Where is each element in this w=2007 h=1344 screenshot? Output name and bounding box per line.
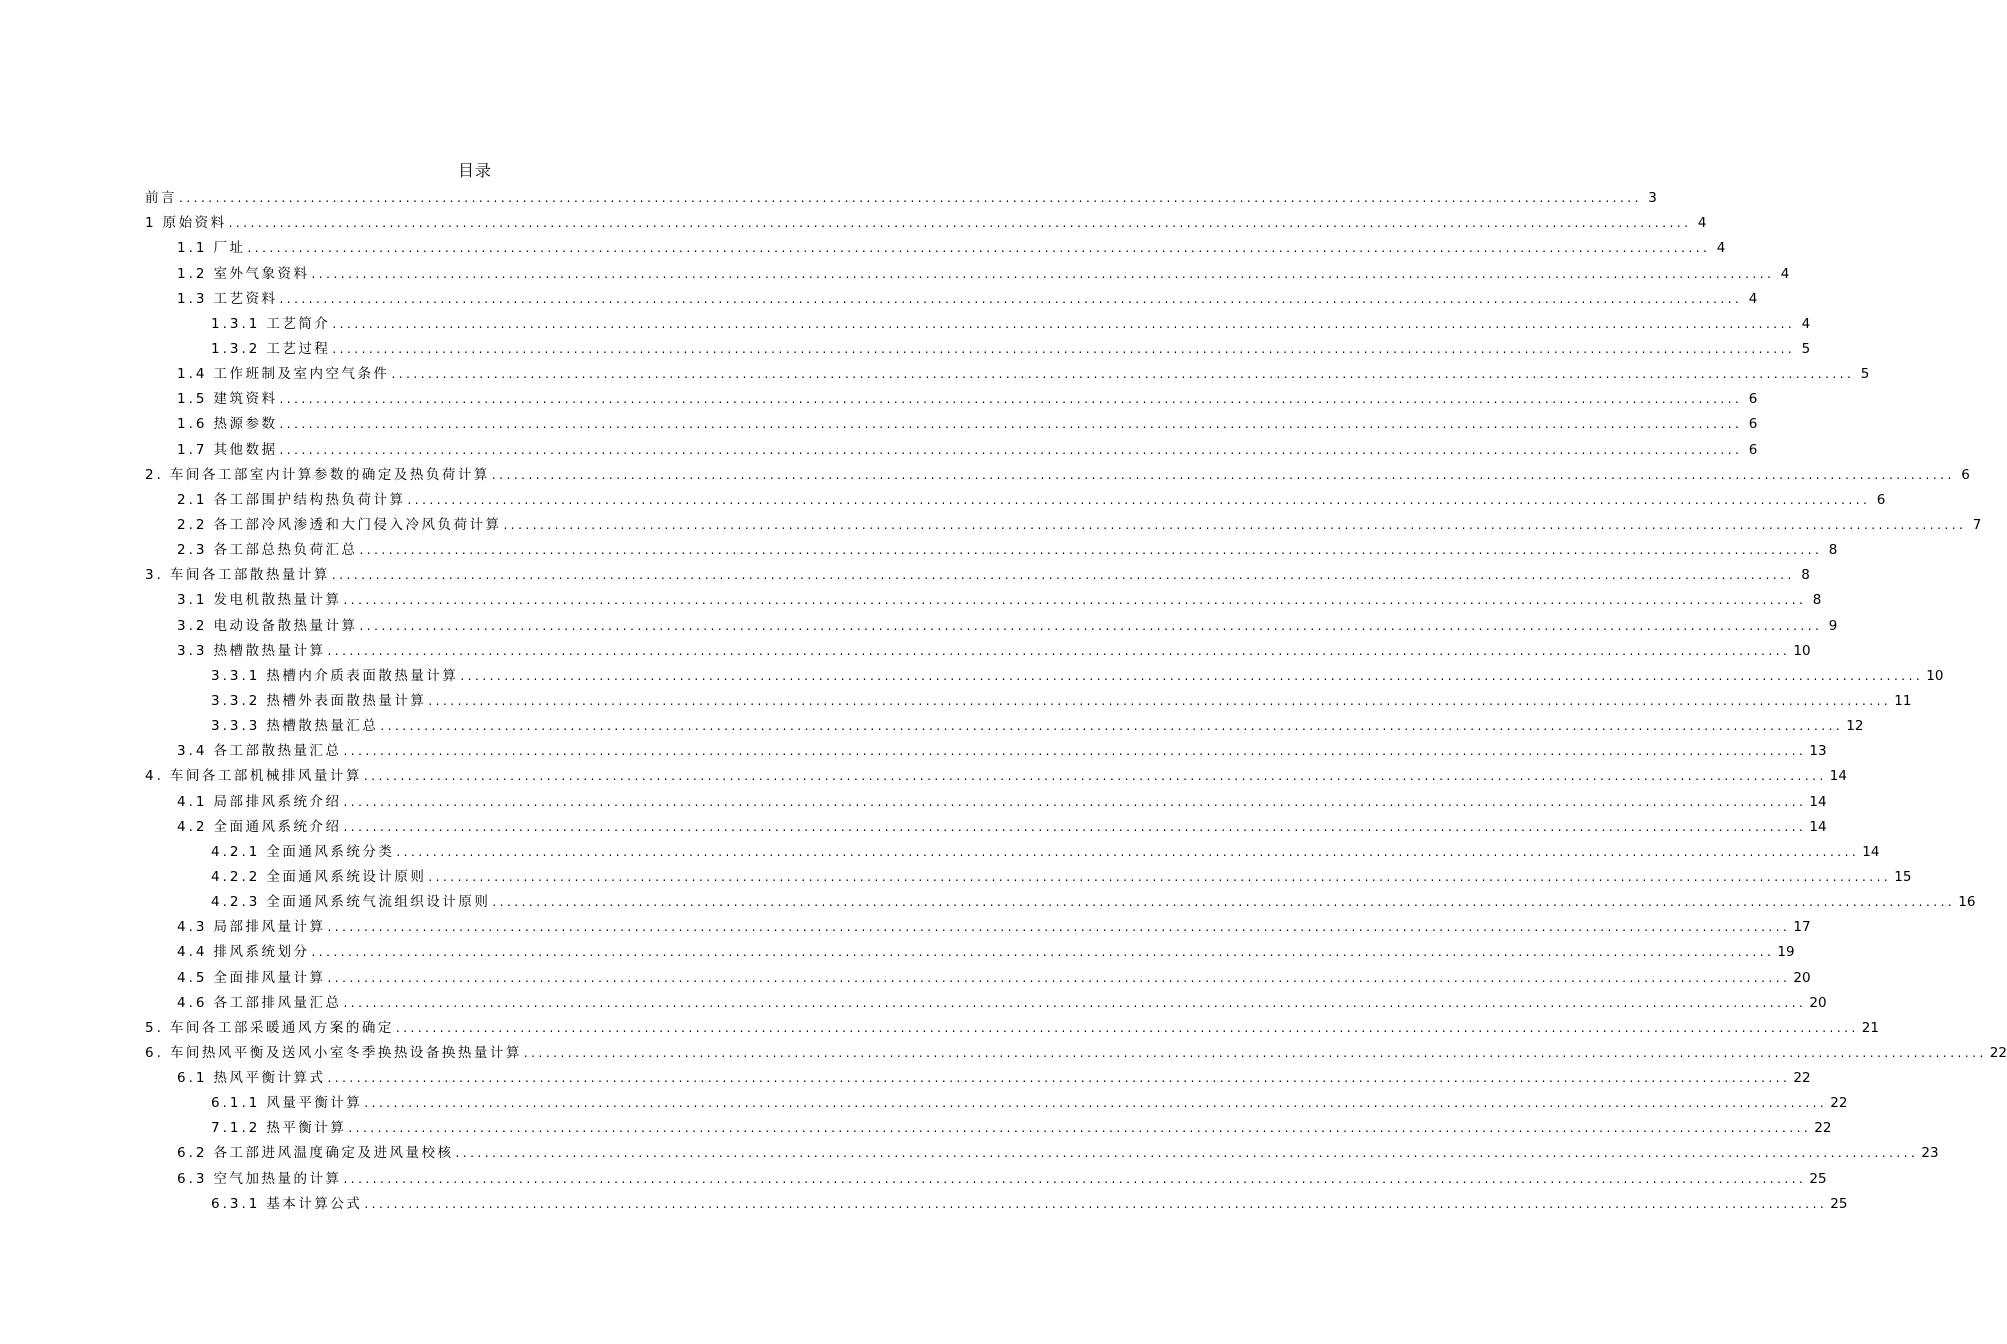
toc-dot-leader: ........................................................................................................................................................................................................ bbox=[247, 241, 1711, 256]
toc-entry[interactable] bbox=[145, 710, 1864, 735]
toc-dot-leader: ........................................................................................................................................................................................................ bbox=[391, 367, 1855, 382]
toc-page-number: 8 bbox=[1828, 542, 1838, 559]
toc-dot-leader: ........................................................................................................................................................................................................ bbox=[364, 1096, 1828, 1111]
toc-dot-leader: ........................................................................................................................................................................................................ bbox=[279, 442, 1743, 457]
toc-entry-number: 3.3.3 bbox=[211, 718, 261, 735]
toc-entry-text: 全面通风系统气流组织设计原则 bbox=[266, 894, 491, 911]
toc-page-number: 6 bbox=[1748, 416, 1758, 433]
toc-entry-number: 4.6 bbox=[177, 994, 208, 1011]
toc-entry-number: 2.1 bbox=[177, 491, 208, 508]
toc-dot-leader: ........................................................................................................................................................................................................ bbox=[491, 467, 1955, 482]
toc-title: 目录 bbox=[457, 161, 492, 180]
toc-entry-text: 局部排风系统介绍 bbox=[213, 793, 342, 810]
toc-page-number: 5 bbox=[1860, 366, 1870, 383]
toc-entry-text: 热槽散热量计算 bbox=[213, 642, 326, 659]
toc-entry-number: 1.7 bbox=[177, 441, 208, 458]
toc-entry[interactable] bbox=[145, 609, 1838, 634]
toc-dot-leader: ........................................................................................................................................................................................................ bbox=[332, 316, 1796, 331]
toc-dot-leader: ........................................................................................................................................................................................................ bbox=[343, 819, 1807, 834]
toc-entry-text: 厂址 bbox=[213, 240, 246, 257]
toc-entry[interactable] bbox=[145, 987, 1827, 1012]
toc-page-number: 14 bbox=[1862, 843, 1880, 860]
toc-entry[interactable] bbox=[145, 735, 1827, 760]
toc-dot-leader: ........................................................................................................................................................................................................ bbox=[407, 492, 1871, 507]
toc-dot-leader: ........................................................................................................................................................................................................ bbox=[311, 266, 1775, 281]
toc-entry-text: 工艺资料 bbox=[213, 290, 278, 307]
toc-page-number: 14 bbox=[1809, 818, 1827, 835]
toc-entry[interactable] bbox=[145, 1137, 1939, 1162]
toc-entry-number: 1 bbox=[145, 215, 157, 232]
toc-entry-number: 6. bbox=[145, 1044, 164, 1061]
toc-entry[interactable] bbox=[145, 836, 1880, 861]
toc-dot-leader: ........................................................................................................................................................................................................ bbox=[332, 341, 1796, 356]
toc-dot-leader: ........................................................................................................................................................................................................ bbox=[343, 794, 1807, 809]
toc-entry-text: 全面通风系统介绍 bbox=[213, 818, 342, 835]
toc-page-number: 3 bbox=[1648, 190, 1657, 207]
toc-entry-number: 2. bbox=[145, 466, 164, 483]
toc-entry[interactable] bbox=[145, 660, 1944, 685]
toc-entry-number: 4.4 bbox=[177, 944, 208, 961]
toc-dot-leader: ........................................................................................................................................................................................................ bbox=[331, 568, 1795, 583]
toc-entry-number: 1.6 bbox=[177, 416, 208, 433]
toc-entry-number: 4.5 bbox=[177, 969, 208, 986]
toc-entry-text: 局部排风量计算 bbox=[213, 919, 326, 936]
toc-entry-text: 热槽外表面散热量计算 bbox=[266, 692, 427, 709]
toc-entry-text: 前言 bbox=[145, 190, 177, 207]
toc-page-number: 23 bbox=[1921, 1145, 1939, 1162]
toc-entry-text: 各工部冷风渗透和大门侵入冷风负荷计算 bbox=[213, 516, 502, 533]
toc-entry-text: 热槽内介质表面散热量计算 bbox=[266, 667, 459, 684]
toc-entry[interactable] bbox=[145, 484, 1886, 509]
toc-page-number: 10 bbox=[1793, 642, 1811, 659]
toc-dot-leader: ........................................................................................................................................................................................................ bbox=[348, 1121, 1812, 1136]
toc-entry[interactable] bbox=[145, 1112, 1832, 1137]
toc-entry-text: 热平衡计算 bbox=[266, 1120, 347, 1137]
toc-entry[interactable] bbox=[145, 207, 1707, 232]
toc-page-number: 21 bbox=[1861, 1019, 1879, 1036]
toc-entry-text: 各工部进风温度确定及进风量校核 bbox=[213, 1145, 454, 1162]
toc-page-number: 7 bbox=[1972, 516, 1982, 533]
toc-entry-number: 3. bbox=[145, 567, 164, 584]
toc-dot-leader: ........................................................................................................................................................................................................ bbox=[359, 543, 1823, 558]
toc-entry-text: 发电机散热量计算 bbox=[213, 592, 342, 609]
toc-entry-text: 各工部散热量汇总 bbox=[213, 743, 342, 760]
toc-page-number: 19 bbox=[1777, 944, 1795, 961]
toc-entry-text: 车间各工部采暖通风方案的确定 bbox=[169, 1019, 394, 1036]
toc-dot-leader: ........................................................................................................................................................................................................ bbox=[455, 1146, 1919, 1161]
toc-dot-leader: ........................................................................................................................................................................................................ bbox=[460, 668, 1924, 683]
toc-page-number: 17 bbox=[1793, 919, 1811, 936]
toc-dot-leader: ........................................................................................................................................................................................................ bbox=[359, 618, 1823, 633]
toc-entry-text: 各工部围护结构热负荷计算 bbox=[213, 491, 406, 508]
toc-entry-number: 6.1.1 bbox=[211, 1095, 261, 1112]
toc-entry-number: 4.1 bbox=[177, 793, 208, 810]
toc-dot-leader: ........................................................................................................................................................................................................ bbox=[343, 593, 1807, 608]
toc-page-number: 4 bbox=[1780, 265, 1790, 282]
toc-entry-text: 车间各工部机械排风量计算 bbox=[169, 768, 362, 785]
toc-entry-number: 1.3.1 bbox=[211, 315, 261, 332]
toc-entry-text: 全面通风系统设计原则 bbox=[266, 868, 427, 885]
toc-entry-text: 各工部排风量汇总 bbox=[213, 994, 342, 1011]
toc-entry-text: 其他数据 bbox=[213, 441, 278, 458]
toc-entry-text: 室外气象资料 bbox=[213, 265, 310, 282]
toc-entry-number: 3.4 bbox=[177, 743, 208, 760]
toc-entry-number: 7.1.2 bbox=[211, 1120, 261, 1137]
toc-entry[interactable] bbox=[145, 1162, 1827, 1187]
toc-entry-number: 4.2.1 bbox=[211, 843, 261, 860]
toc-page-number: 8 bbox=[1801, 567, 1810, 584]
toc-entry[interactable] bbox=[145, 408, 1758, 433]
toc-entry-text: 原始资料 bbox=[162, 215, 227, 232]
toc-entry-number: 4. bbox=[145, 768, 164, 785]
toc-dot-leader: ........................................................................................................................................................................................................ bbox=[343, 744, 1807, 759]
toc-page-number: 5 bbox=[1801, 340, 1811, 357]
toc-page-number: 6 bbox=[1748, 441, 1758, 458]
toc-entry-text: 风量平衡计算 bbox=[266, 1095, 363, 1112]
toc-entry[interactable] bbox=[145, 333, 1811, 358]
toc-entry-number: 3.3.2 bbox=[211, 692, 261, 709]
toc-entry[interactable] bbox=[145, 811, 1827, 836]
toc-entry[interactable] bbox=[145, 1087, 1848, 1112]
toc-page-number: 22 bbox=[1830, 1095, 1848, 1112]
toc-entry[interactable] bbox=[145, 785, 1827, 810]
toc-entry-text: 基本计算公式 bbox=[266, 1195, 363, 1212]
toc-dot-leader: ........................................................................................................................................................................................................ bbox=[523, 1045, 1987, 1060]
toc-entry[interactable] bbox=[145, 1188, 1848, 1213]
toc-entry[interactable] bbox=[145, 534, 1838, 559]
toc-entry[interactable] bbox=[145, 358, 1870, 383]
toc-entry-number: 1.1 bbox=[177, 240, 208, 257]
toc-page-number: 25 bbox=[1809, 1170, 1827, 1187]
table-of-contents bbox=[145, 182, 2007, 1213]
toc-entry[interactable] bbox=[145, 760, 1847, 785]
toc-entry-text: 全面排风量计算 bbox=[213, 969, 326, 986]
toc-dot-leader: ........................................................................................................................................................................................................ bbox=[363, 769, 1827, 784]
toc-entry-number: 4.2 bbox=[177, 818, 208, 835]
toc-dot-leader: ........................................................................................................................................................................................................ bbox=[428, 693, 1892, 708]
toc-dot-leader: ........................................................................................................................................................................................................ bbox=[492, 895, 1956, 910]
toc-dot-leader: ........................................................................................................................................................................................................ bbox=[327, 920, 1791, 935]
toc-entry-number: 1.3.2 bbox=[211, 340, 261, 357]
toc-entry[interactable] bbox=[145, 936, 1795, 961]
toc-page-number: 6 bbox=[1748, 391, 1758, 408]
toc-entry-number: 6.3.1 bbox=[211, 1195, 261, 1212]
toc-dot-leader: ........................................................................................................................................................................................................ bbox=[279, 417, 1743, 432]
toc-dot-leader: ........................................................................................................................................................................................................ bbox=[228, 216, 1692, 231]
toc-entry-text: 全面通风系统分类 bbox=[266, 843, 395, 860]
toc-dot-leader: ........................................................................................................................................................................................................ bbox=[343, 1171, 1807, 1186]
toc-page-number: 20 bbox=[1809, 994, 1827, 1011]
toc-entry[interactable] bbox=[145, 1012, 1879, 1037]
toc-entry-text: 工作班制及室内空气条件 bbox=[213, 366, 390, 383]
toc-entry-number: 6.3 bbox=[177, 1170, 208, 1187]
toc-page-number: 4 bbox=[1801, 315, 1811, 332]
toc-dot-leader: ........................................................................................................................................................................................................ bbox=[327, 970, 1791, 985]
toc-entry-text: 车间各工部散热量计算 bbox=[169, 567, 330, 584]
toc-entry-text: 车间热风平衡及送风小室冬季换热设备换热量计算 bbox=[169, 1044, 522, 1061]
toc-entry[interactable] bbox=[145, 1037, 2007, 1062]
toc-page-number: 14 bbox=[1829, 768, 1847, 785]
toc-entry[interactable] bbox=[145, 911, 1811, 936]
toc-entry-text: 各工部总热负荷汇总 bbox=[213, 542, 358, 559]
toc-page-number: 22 bbox=[1989, 1044, 2007, 1061]
toc-entry[interactable] bbox=[145, 308, 1811, 333]
toc-entry-number: 2.2 bbox=[177, 516, 208, 533]
toc-page-number: 6 bbox=[1961, 466, 1970, 483]
toc-page-number: 10 bbox=[1926, 667, 1944, 684]
toc-page-number: 9 bbox=[1828, 617, 1838, 634]
toc-entry-text: 排风系统划分 bbox=[213, 944, 310, 961]
toc-entry-text: 工艺过程 bbox=[266, 340, 331, 357]
toc-page-number: 16 bbox=[1958, 894, 1976, 911]
toc-dot-leader: ........................................................................................................................................................................................................ bbox=[428, 869, 1892, 884]
toc-page-number: 4 bbox=[1748, 290, 1758, 307]
toc-entry-number: 6.1 bbox=[177, 1070, 208, 1087]
toc-entry-number: 4.3 bbox=[177, 919, 208, 936]
toc-page-number: 4 bbox=[1716, 240, 1726, 257]
toc-entry-text: 热源参数 bbox=[213, 416, 278, 433]
toc-dot-leader: ........................................................................................................................................................................................................ bbox=[503, 517, 1967, 532]
toc-page-number: 8 bbox=[1812, 592, 1822, 609]
toc-dot-leader: ........................................................................................................................................................................................................ bbox=[179, 191, 1642, 206]
toc-dot-leader: ........................................................................................................................................................................................................ bbox=[395, 1020, 1859, 1035]
toc-page-number: 20 bbox=[1793, 969, 1811, 986]
toc-entry-number: 2.3 bbox=[177, 542, 208, 559]
toc-entry-number: 3.2 bbox=[177, 617, 208, 634]
toc-entry[interactable] bbox=[145, 433, 1758, 458]
toc-entry[interactable] bbox=[145, 383, 1758, 408]
toc-entry[interactable] bbox=[145, 509, 1982, 534]
toc-entry-number: 1.2 bbox=[177, 265, 208, 282]
toc-dot-leader: ........................................................................................................................................................................................................ bbox=[279, 291, 1743, 306]
toc-entry-number: 3.1 bbox=[177, 592, 208, 609]
toc-page-number: 11 bbox=[1894, 692, 1912, 709]
toc-entry-text: 热风平衡计算式 bbox=[213, 1070, 326, 1087]
toc-page-number: 15 bbox=[1894, 868, 1912, 885]
toc-page-number: 22 bbox=[1793, 1070, 1811, 1087]
toc-dot-leader: ........................................................................................................................................................................................................ bbox=[380, 719, 1844, 734]
toc-page-number: 13 bbox=[1809, 743, 1827, 760]
toc-entry-number: 3.3 bbox=[177, 642, 208, 659]
toc-dot-leader: ........................................................................................................................................................................................................ bbox=[396, 844, 1860, 859]
toc-dot-leader: ........................................................................................................................................................................................................ bbox=[327, 1071, 1791, 1086]
toc-entry-text: 车间各工部室内计算参数的确定及热负荷计算 bbox=[169, 466, 490, 483]
toc-entry-number: 1.5 bbox=[177, 391, 208, 408]
toc-page-number: 14 bbox=[1809, 793, 1827, 810]
toc-page-number: 22 bbox=[1814, 1120, 1832, 1137]
toc-entry[interactable] bbox=[145, 584, 1822, 609]
toc-entry[interactable] bbox=[145, 459, 1970, 484]
toc-entry[interactable] bbox=[145, 559, 1810, 584]
toc-entry[interactable] bbox=[145, 182, 1657, 207]
toc-entry-number: 1.3 bbox=[177, 290, 208, 307]
toc-entry[interactable] bbox=[145, 283, 1758, 308]
toc-entry-text: 电动设备散热量计算 bbox=[213, 617, 358, 634]
toc-entry-number: 5. bbox=[145, 1019, 164, 1036]
toc-page-number: 12 bbox=[1846, 718, 1864, 735]
toc-entry-text: 热槽散热量汇总 bbox=[266, 718, 379, 735]
toc-entry[interactable] bbox=[145, 1062, 1811, 1087]
toc-dot-leader: ........................................................................................................................................................................................................ bbox=[343, 995, 1807, 1010]
toc-entry-text: 工艺简介 bbox=[266, 315, 331, 332]
toc-entry-text: 建筑资料 bbox=[213, 391, 278, 408]
toc-dot-leader: ........................................................................................................................................................................................................ bbox=[327, 643, 1791, 658]
toc-entry[interactable] bbox=[145, 635, 1811, 660]
toc-entry[interactable] bbox=[145, 961, 1811, 986]
toc-entry[interactable] bbox=[145, 861, 1912, 886]
toc-entry-number: 6.2 bbox=[177, 1145, 208, 1162]
toc-entry[interactable] bbox=[145, 257, 1790, 282]
toc-entry[interactable] bbox=[145, 232, 1726, 257]
toc-entry-number: 4.2.2 bbox=[211, 868, 261, 885]
toc-entry-number: 1.4 bbox=[177, 366, 208, 383]
toc-page-number: 6 bbox=[1876, 491, 1886, 508]
toc-entry[interactable] bbox=[145, 685, 1912, 710]
toc-entry[interactable] bbox=[145, 886, 1976, 911]
toc-dot-leader: ........................................................................................................................................................................................................ bbox=[311, 945, 1775, 960]
toc-entry-number: 4.2.3 bbox=[211, 894, 261, 911]
toc-page-number: 25 bbox=[1830, 1195, 1848, 1212]
toc-dot-leader: ........................................................................................................................................................................................................ bbox=[279, 392, 1743, 407]
toc-entry-text: 空气加热量的计算 bbox=[213, 1170, 342, 1187]
toc-entry-number: 3.3.1 bbox=[211, 667, 261, 684]
toc-page-number: 4 bbox=[1697, 215, 1707, 232]
toc-dot-leader: ........................................................................................................................................................................................................ bbox=[364, 1196, 1828, 1211]
